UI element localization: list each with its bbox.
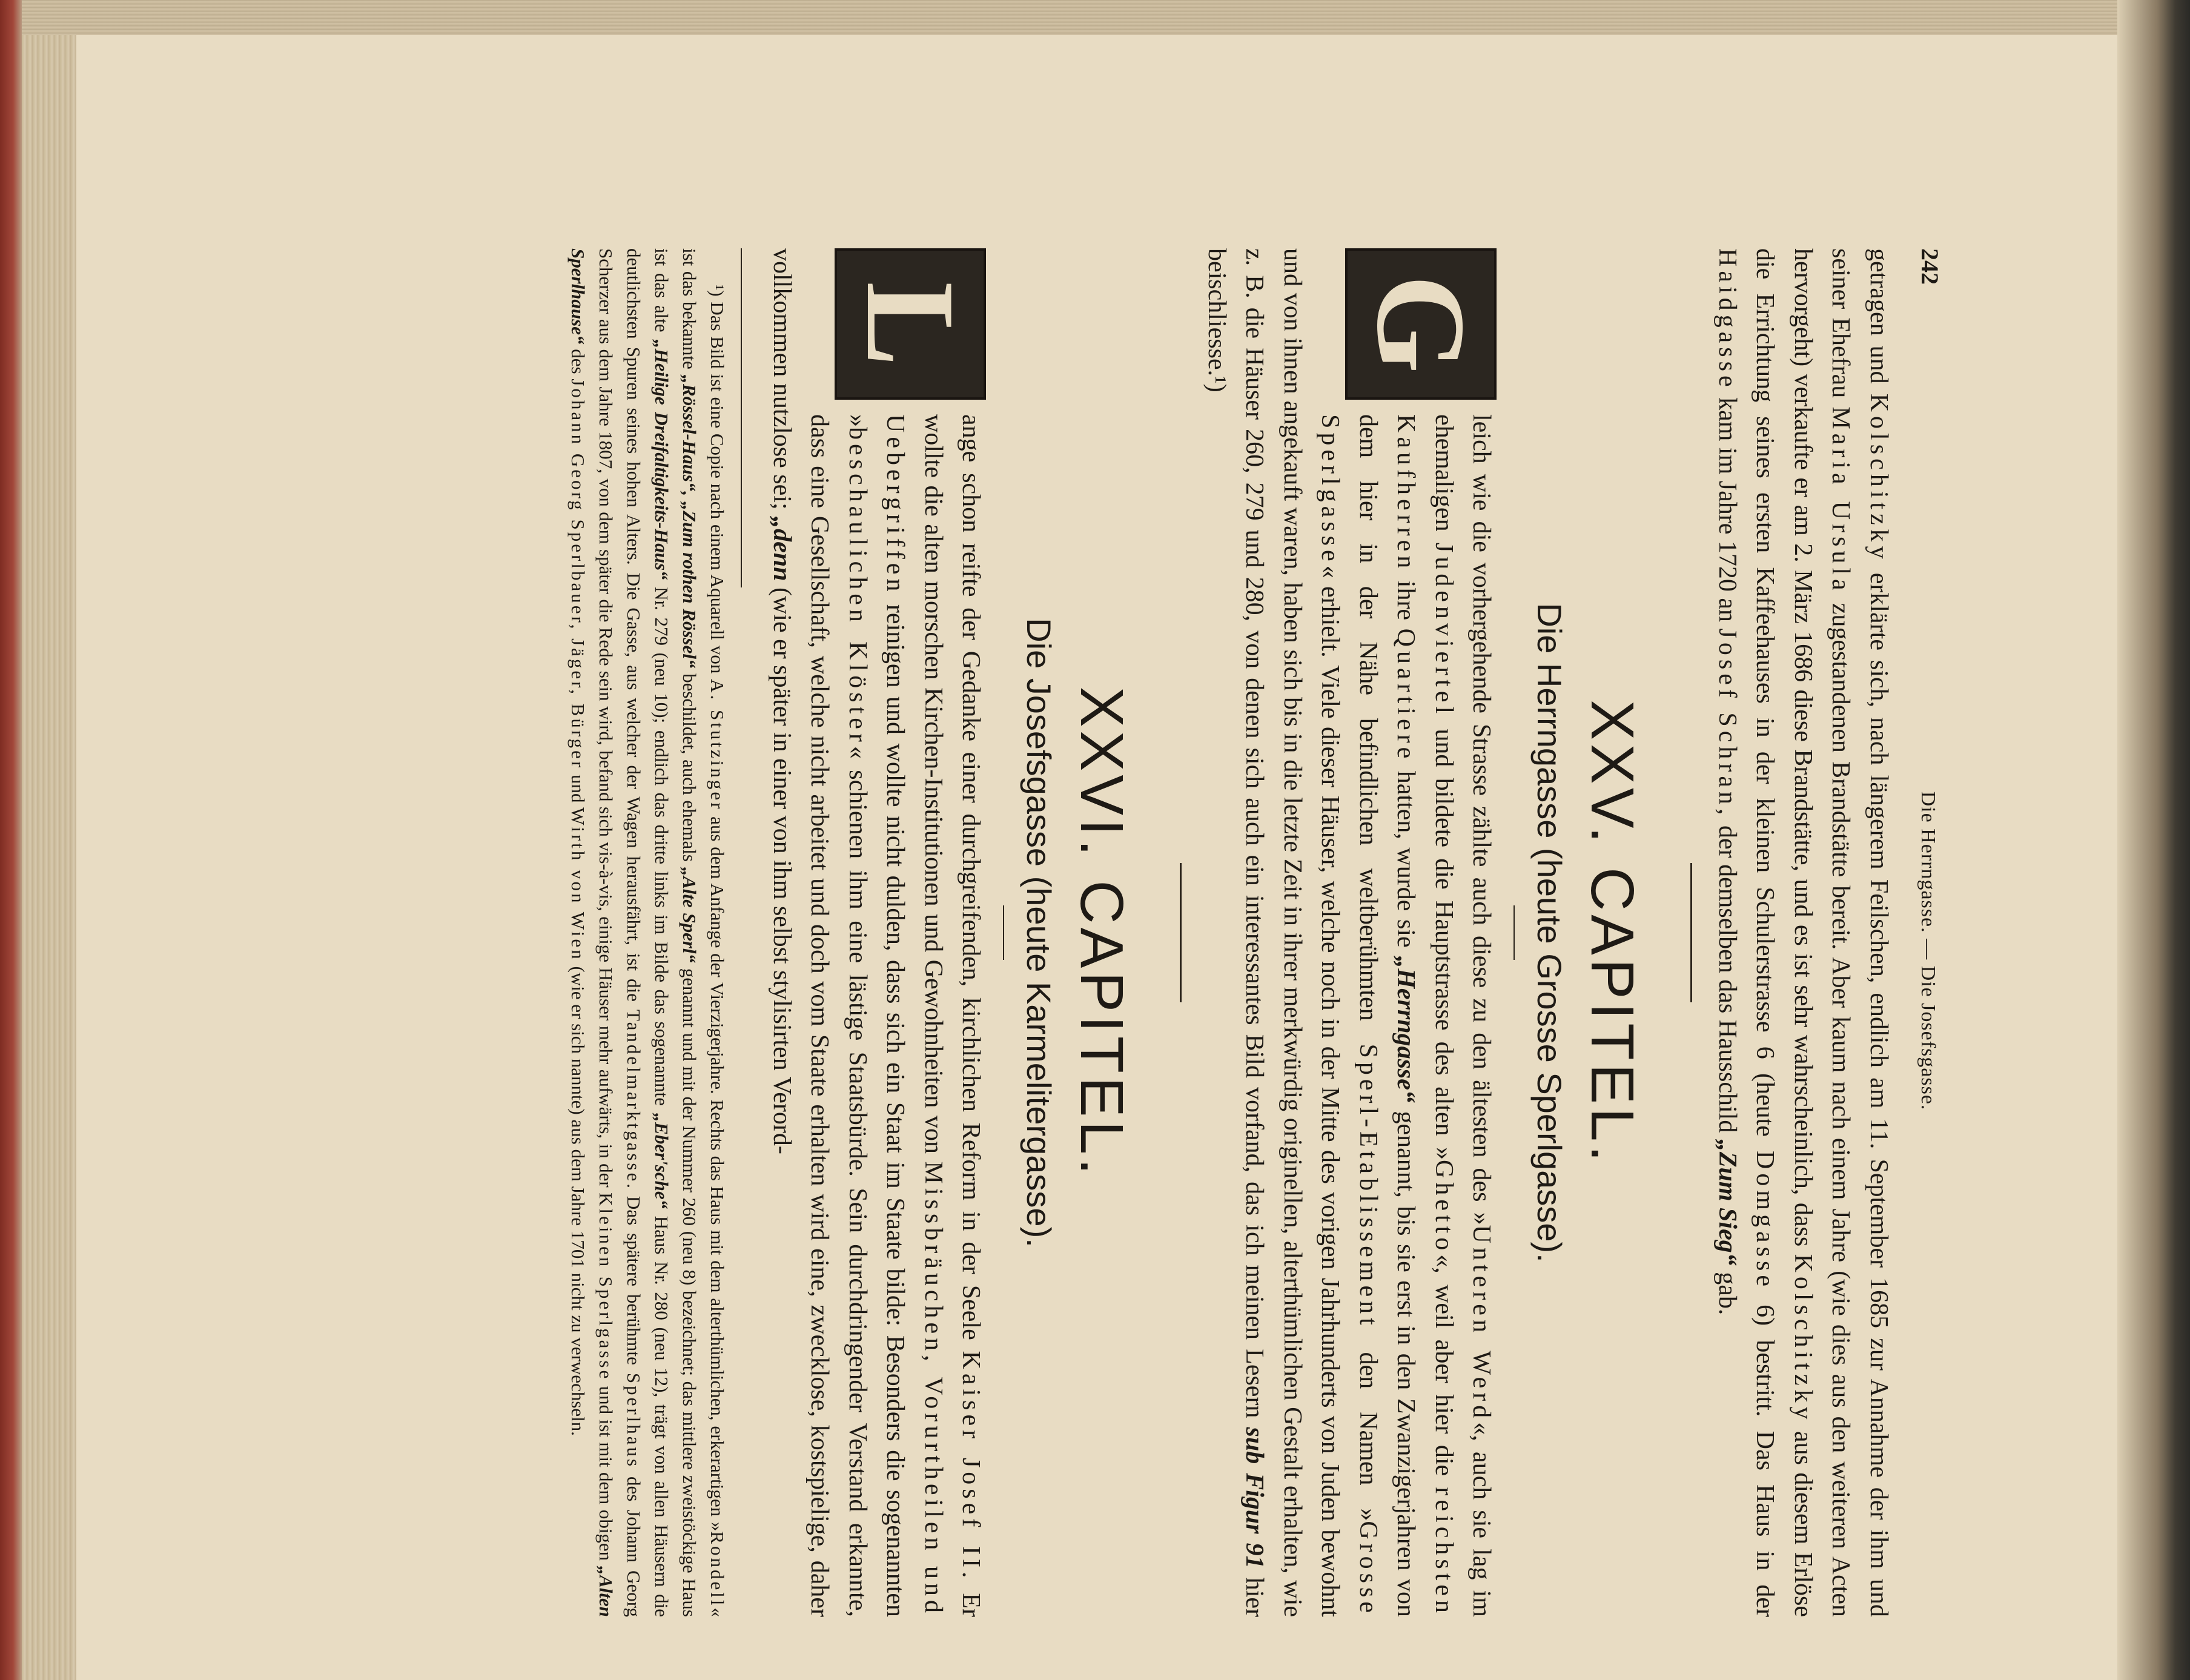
book-binding [2117, 0, 2190, 1680]
subheading-rule [1004, 905, 1005, 960]
chapter-25-heading: XXV. CAPITEL. [1578, 699, 1647, 1166]
page-stack-top [22, 0, 2190, 35]
page-text-block [564, 248, 1945, 1617]
section-rule [1180, 863, 1182, 1002]
chapter-25-subheading: Die Herrngasse (heute Grosse Sperlgasse). [1530, 603, 1569, 1263]
chapter-25-paragraph: leich wie die vorhergehende Strasse zählte auch diese zu den ältesten des »Unteren Werd«, auch sie lag im ehemaligen Judenviertel und bildete die Hauptstrasse des alten »Ghetto«, weil aber hier die reichsten Kaufherren ihre Quartiere hatten, wurde sie „Herrngasse“ genannt, bis sie erst in den Zwanzigerjahren von dem hier in der Nähe befindlichen weltberühmten Sperl-Etablissement den Namen »Grosse Sperlgasse« erhielt. Viele dieser Häuser, welche noch in der Mitte des vorigen Jahrhunderts von Juden bewohnt und von ihnen angekauft waren, haben sich bis in die letzte Zeit in ihrer merkwürdig originellen, alterthümlichen Gestalt erhalten, wie z. B. die Häuser 260, 279 und 280, von denen sich auch ein interessantes Bild vorfand, das ich meinen Lesern sub Figur 91 hier beischliesse.¹) [1203, 248, 1496, 1618]
book-cover-edge [0, 0, 22, 1680]
subheading-rule [1514, 905, 1515, 960]
rotated-page-content [394, 248, 1944, 1617]
chapter-26-subheading: Die Josefsgasse (heute Karmelitergasse). [1020, 618, 1059, 1248]
intro-paragraph: getragen und Kolschitzky erklärte sich, nach längerem Feilschen, endlich am 11. September 1685 zur Annahme der ihm und seiner Ehefrau Maria Ursula zugestandenen Brandstätte bereit. Aber kaum nach einem Jahre (wie dies aus den weiteren Acten hervorgeht) verkaufte er am 2. März 1686 diese Brandstätte, und es ist sehr wahrscheinlich, dass Kolschitzky aus diesem Erlöse die Errichtung seines ersten Kaffeehauses in der kleinen Schulerstrasse 6 (heute Domgasse 6) bestritt. Das Haus in der Haidgasse kam im Jahre 1720 an Josef Schran, der demselben das Hausschild „Zum Sieg“ gab. [1713, 248, 1893, 1617]
chapter-26-paragraph: ange schon reifte der Gedanke einer durchgreifenden, kirchlichen Reform in der Seele Kaiser Josef II. Er wollte die alten morschen Kirchen-Institutionen und Gewohnheiten von Missbräuchen, Vorurtheilen und Uebergriffen reinigen und wollte nicht dulden, dass sich ein Staat im Staate bilde: Besonders die sogenannten »beschaulichen Klöster« schienen ihm eine lästige Staatsbürde. Sein durchdringender Verstand erkannte, dass eine Gesellschaft, welche nicht arbeitet und doch vom Staate erhalten wird eine, zwecklose, kostspielige, daher vollkommen nutzlose sei; „denn (wie er später in einer von ihm selbst stylisirten Verord- [768, 248, 985, 1618]
ornamental-initial-l: L [835, 248, 987, 400]
running-head [1916, 248, 1944, 1617]
ornamental-initial-g: G [1346, 248, 1497, 400]
page-stack-left [22, 35, 76, 1680]
footnote: ¹) Das Bild ist eine Copie nach einem Aquarell von A. Stutzinger aus dem Anfange der Vierzigerjahre. Rechts das Haus mit dem alterthümlichen, erkerartigen »Rondell« ist das bekannte „Rössel-Haus“, „Zum rothen Rössel“ beschildet, auch ehemals „Alte Sperl“ genannt und mit der Nummer 260 (neu 8) bezeichnet; das mittlere zweistöckige Haus ist das alte „Heilige Dreifaltigkeits-Haus“ Nr. 279 (neu 10); endlich das dritte links im Bilde das sogenannte „Eber'sche“ Haus Nr. 280 (neu 12), trägt von allen Häusern die deutlichsten Spuren seines hohen Alters. Die Gasse, aus welcher der Wagen herausfährt, ist die Tandelmarktgasse. Das spätere berühmte Sperlhaus des Johann Georg Scherzer aus dem Jahre 1807, von dem später die Rede sein wird, befand sich vis-à-vis, einige Häuser mehr aufwärts, in der Kleinen Sperlgasse und ist mit dem obigen „Alten Sperlhause“ des Johann Georg Sperlbauer, Jäger, Bürger und Wirth von Wien (wie er sich nannte) aus dem Jahre 1701 nicht zu verwechseln. [567, 248, 729, 1618]
page-number: 242 [1916, 248, 1944, 285]
footnote-rule [741, 248, 743, 587]
chapter-26-heading: XXVI. CAPITEL. [1068, 686, 1136, 1179]
running-title: Die Herrngasse. — Die Josefsgasse. [1917, 791, 1939, 1111]
section-rule [1691, 863, 1693, 1002]
